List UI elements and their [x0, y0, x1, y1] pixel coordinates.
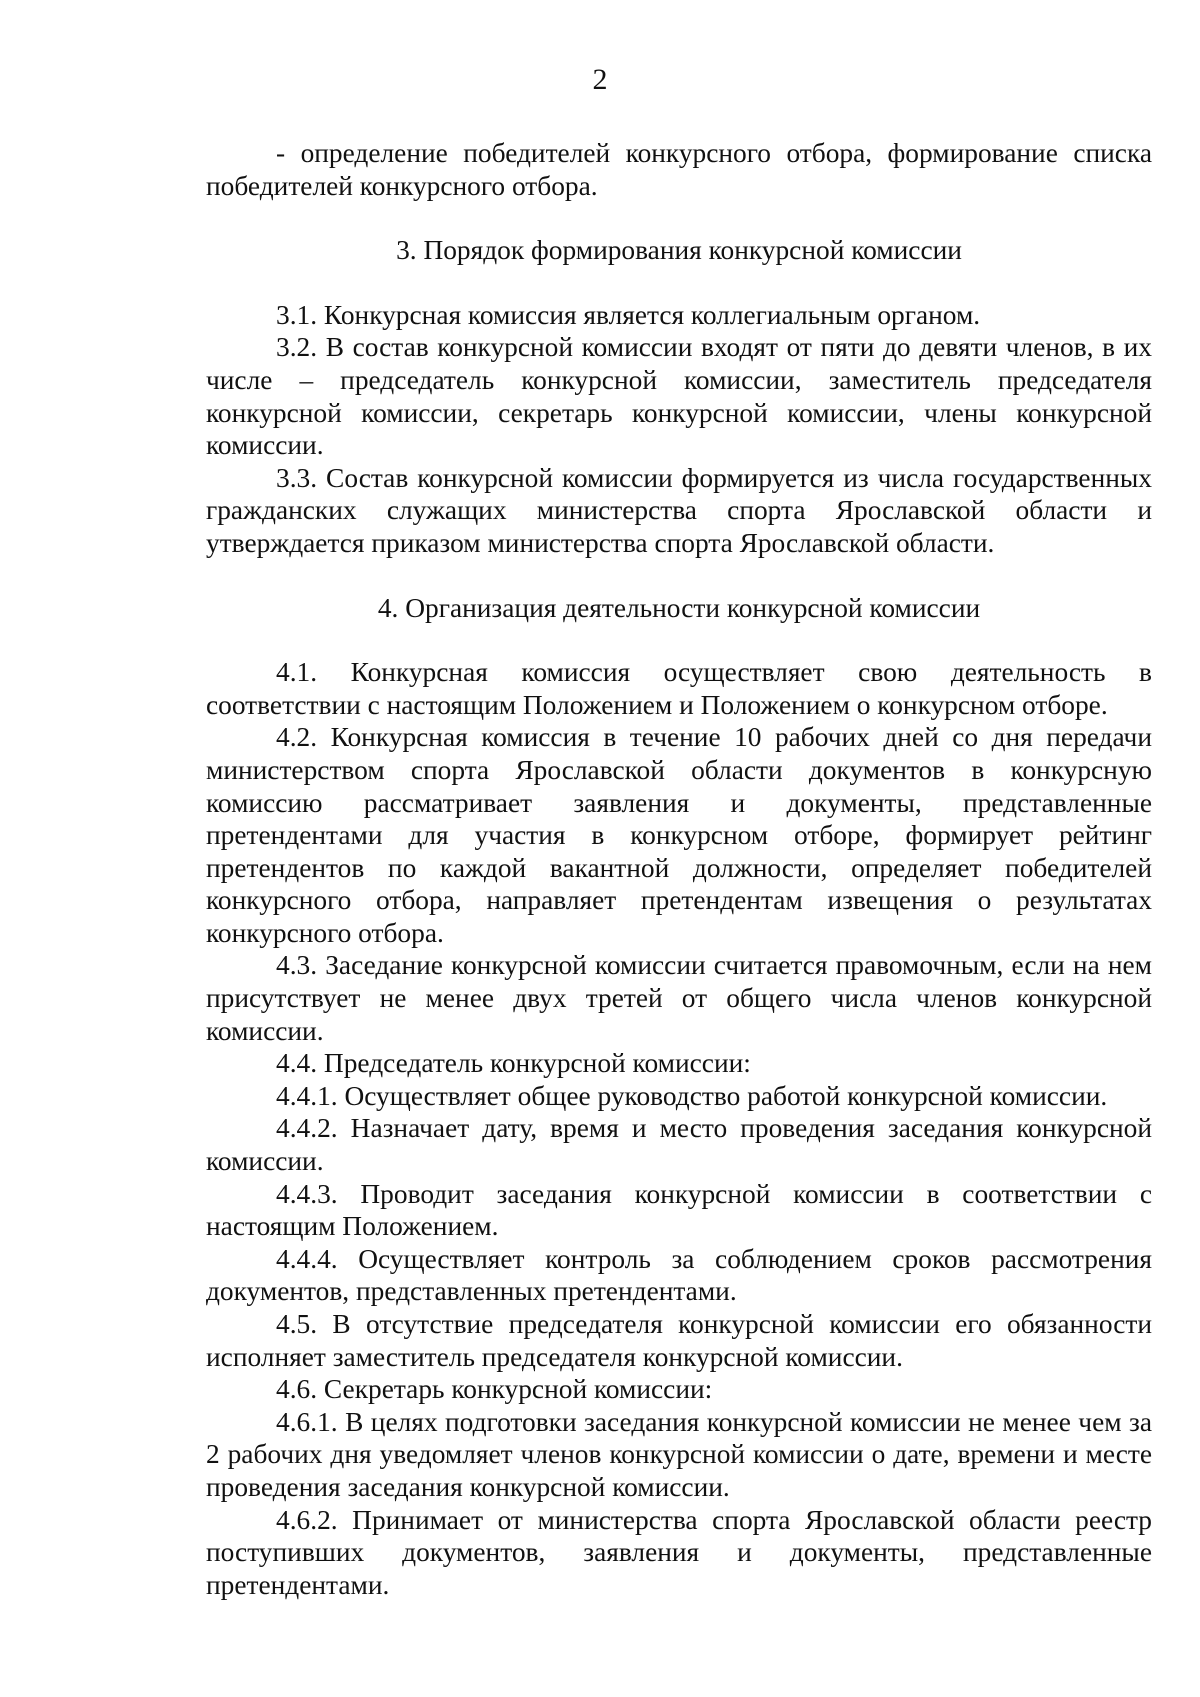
paragraph-4-4-1: 4.4.1. Осуществляет общее руководство работой конкурсной комиссии. [276, 1080, 1108, 1111]
paragraph-4-1: 4.1. Конкурсная комиссия осуществляет свою деятельность в соответствии с настоящим Положением и Положением о конкурсном отборе. [206, 657, 1152, 720]
paragraph-3-3: 3.3. Состав конкурсной комиссии формируется из числа государственных гражданских служащих министерства спорта Ярославской области и утверждается приказом министерства спорта Ярославской области. [206, 462, 1152, 558]
document-body [206, 137, 1152, 1601]
paragraph-4-4-3: 4.4.3. Проводит заседания конкурсной комиссии в соответствии с настоящим Положением. [206, 1178, 1152, 1242]
page-number: 2 [592, 63, 608, 96]
paragraph-4-4-4: 4.4.4. Осуществляет контроль за соблюдением сроков рассмотрения документов, представленных претендентами. [206, 1243, 1152, 1307]
paragraph-4-6: 4.6. Секретарь конкурсной комиссии: [276, 1374, 713, 1405]
paragraph-3-2: 3.2. В состав конкурсной комиссии входят от пяти до девяти членов, в их числе – председатель конкурсной комиссии, заместитель председателя конкурсной комиссии, секретарь конкурсной комиссии, члены конкурсной комиссии. [206, 332, 1152, 461]
section-4-heading: 4. Организация деятельности конкурсной комиссии [377, 592, 981, 623]
paragraph-4-4: 4.4. Председатель конкурсной комиссии: [276, 1048, 751, 1079]
section-3-heading: 3. Порядок формирования конкурсной комиссии [396, 235, 962, 266]
intro-paragraph: - определение победителей конкурсного отбора, формирование списка победителей конкурсного отбора. [206, 138, 1152, 201]
paragraph-4-6-1: 4.6.1. В целях подготовки заседания конкурсной комиссии не менее чем за 2 рабочих дня уведомляет членов конкурсной комиссии о дате, времени и месте проведения заседания конкурсной комиссии. [206, 1406, 1152, 1502]
paragraph-4-5: 4.5. В отсутствие председателя конкурсной комиссии его обязанности исполняет заместитель председателя конкурсной комиссии. [206, 1309, 1152, 1372]
paragraph-4-4-2: 4.4.2. Назначает дату, время и место проведения заседания конкурсной комиссии. [206, 1113, 1152, 1177]
paragraph-3-1: 3.1. Конкурсная комиссия является коллегиальным органом. [276, 299, 981, 330]
paragraph-4-6-2: 4.6.2. Принимает от министерства спорта Ярославской области реестр поступивших документов, заявления и документы, представленные претендентами. [206, 1504, 1152, 1600]
paragraph-4-2: 4.2. Конкурсная комиссия в течение 10 рабочих дней со дня передачи министерством спорта Ярославской области документов в конкурсную комиссию рассматривает заявления и документы, представленные претендентами для участия в конкурсном отборе, формирует рейтинг претендентов по каждой вакантной должности, определяет победителей конкурсного отбора, направляет претендентам извещения о результатах конкурсного отбора. [206, 722, 1152, 948]
paragraph-4-3: 4.3. Заседание конкурсной комиссии считается правомочным, если на нем присутствует не менее двух третей от общего числа членов конкурсной комиссии. [206, 950, 1152, 1046]
